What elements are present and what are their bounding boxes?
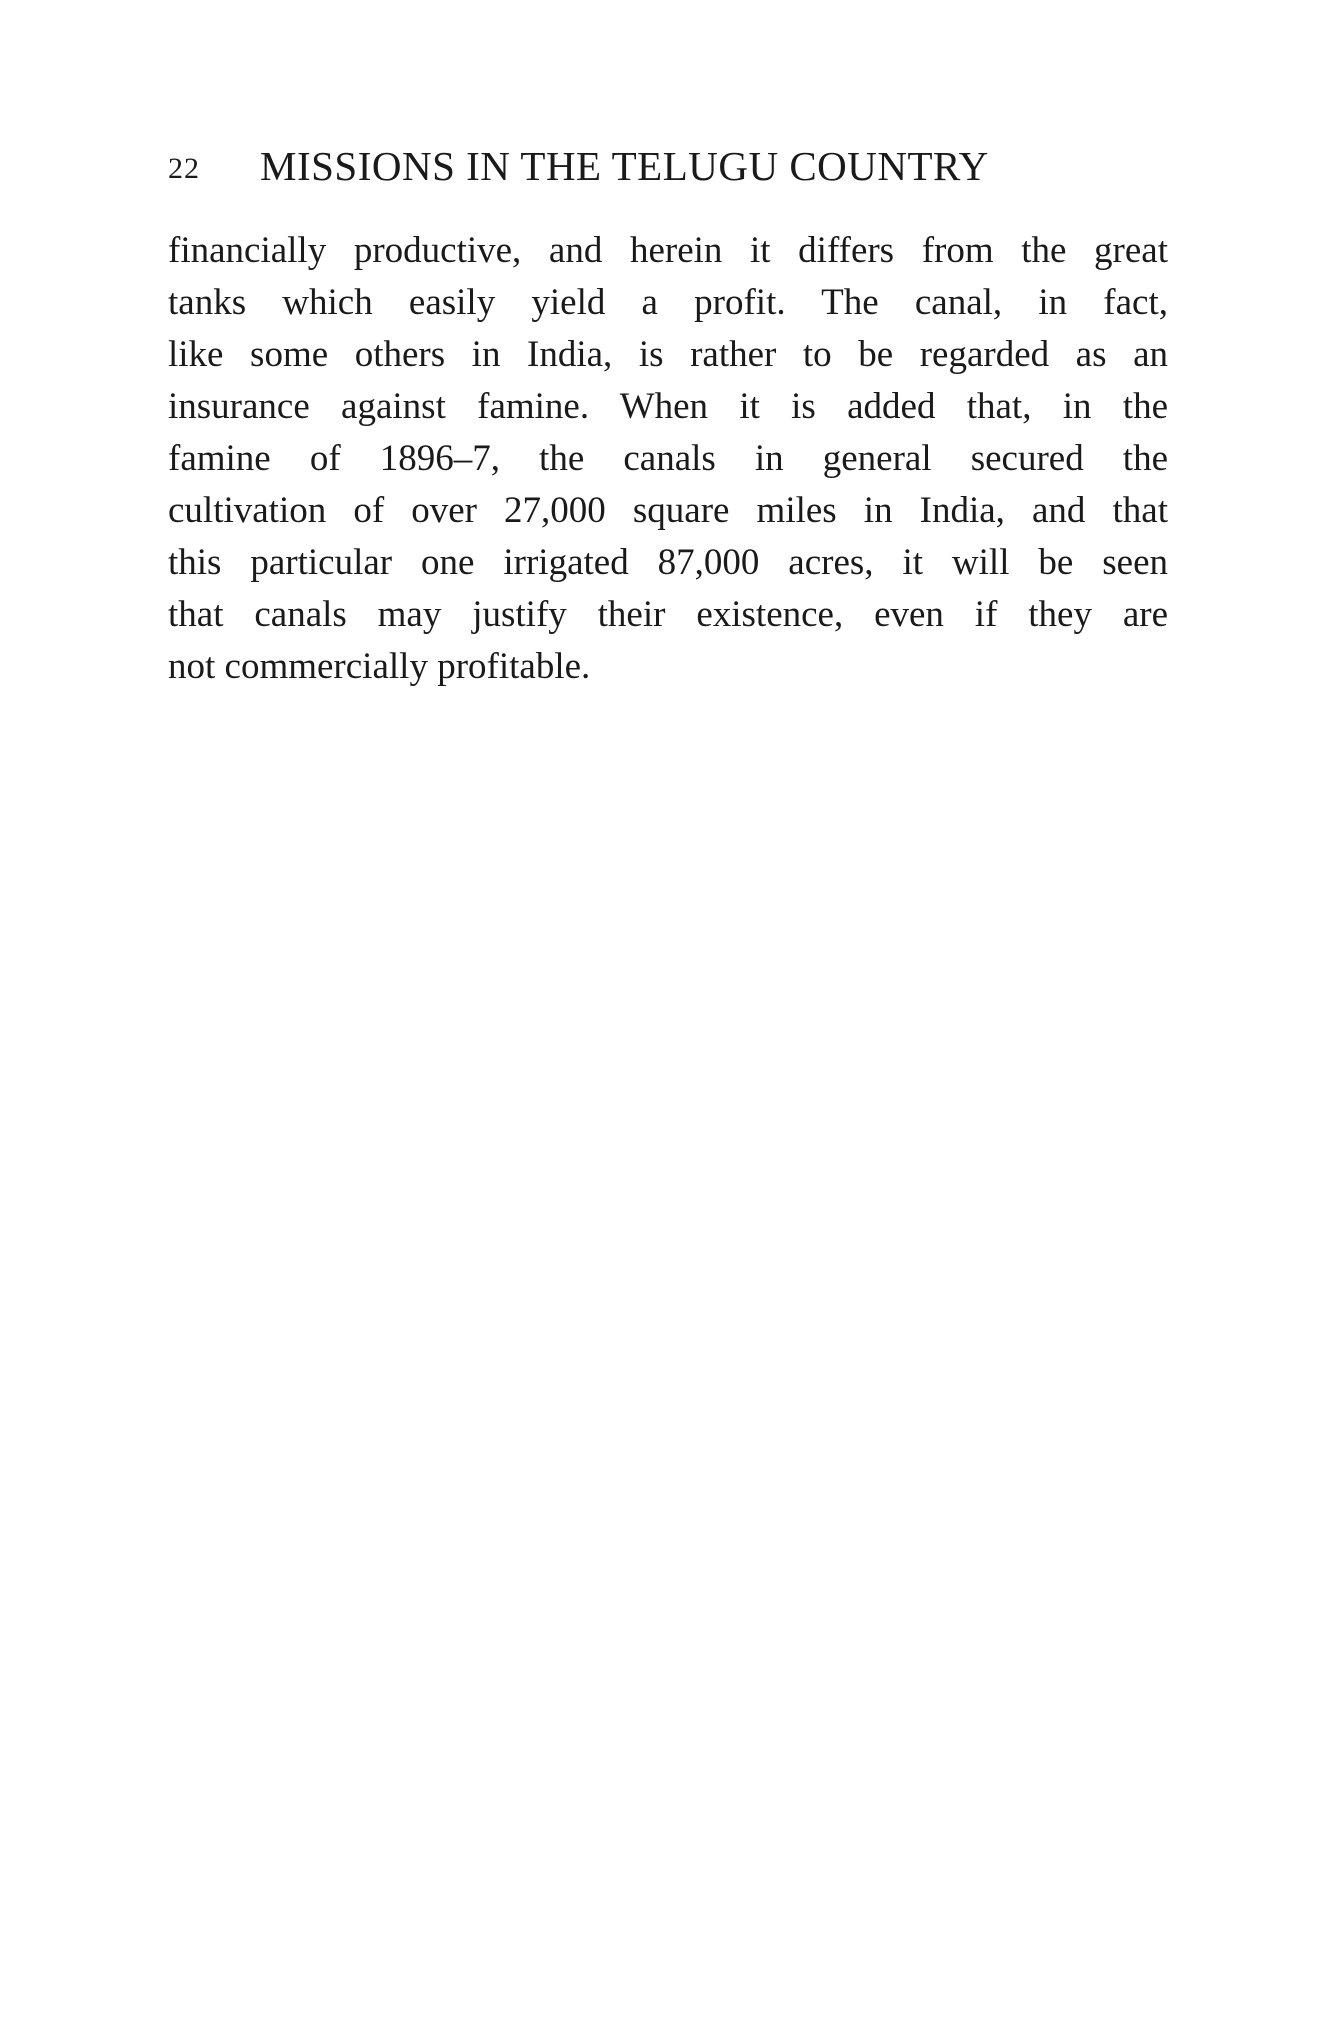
text-line: not commercially profitable. [168, 646, 591, 687]
running-head [168, 142, 1168, 192]
page-number: 22 [168, 152, 200, 185]
text-line: that canals may justify their existence, even if they are [168, 594, 1168, 635]
text-line: like some others in India, is rather to be regarded as an [168, 334, 1168, 375]
text-line: tanks which easily yield a profit. The canal, in fact, [168, 282, 1168, 323]
text-line: insurance against famine. When it is added that, in the [168, 386, 1168, 427]
text-line: financially productive, and herein it differs from the great [168, 230, 1168, 271]
text-line: cultivation of over 27,000 square miles in India, and that [168, 490, 1168, 531]
body-paragraph [168, 225, 1168, 693]
text-line: famine of 1896–7, the canals in general secured the [168, 438, 1168, 479]
text-line: this particular one irrigated 87,000 acres, it will be seen [168, 542, 1168, 583]
running-title: MISSIONS IN THE TELUGU COUNTRY [260, 143, 989, 189]
